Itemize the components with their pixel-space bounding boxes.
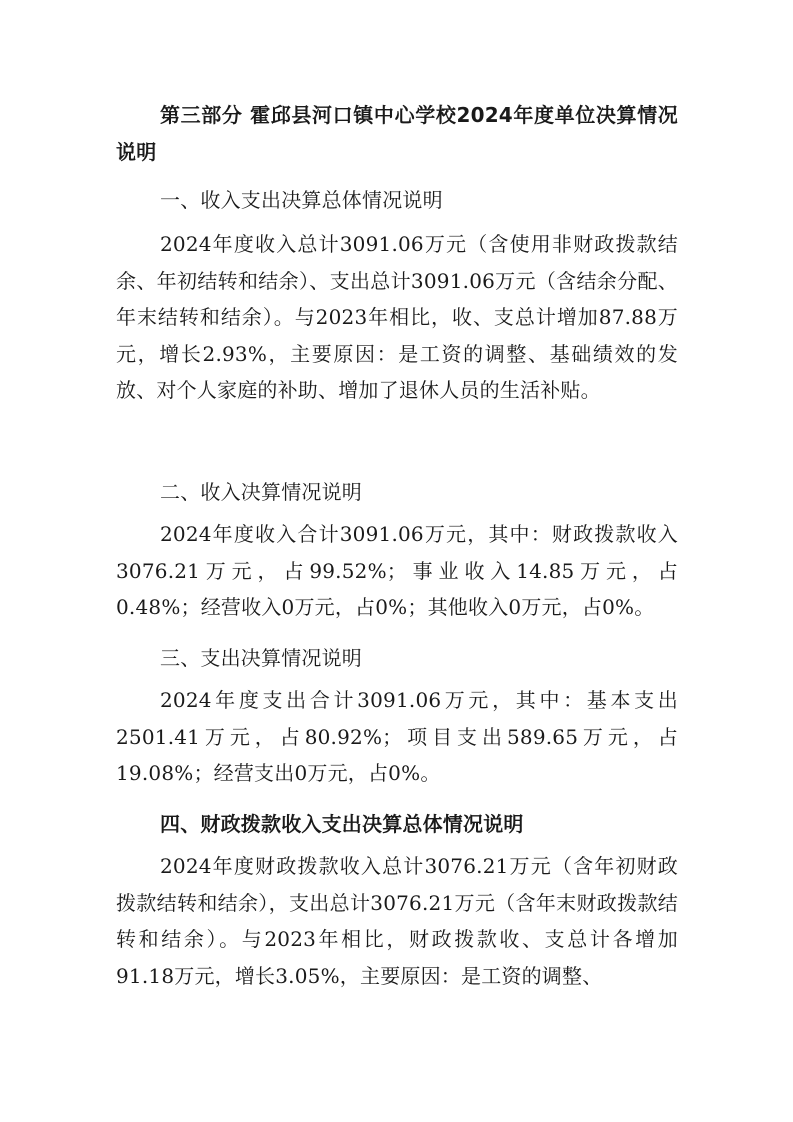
section-3-heading: 三、支出决算情况说明: [160, 646, 362, 670]
section-4-heading: 四、财政拨款收入支出决算总体情况说明: [160, 812, 524, 836]
section-3-body: 2024年度支出合计3091.06万元，其中：基本支出2501.41万元，占80.92%；项目支出589.65万元，占19.08%；经营支出0万元，占0%。: [116, 688, 678, 785]
document-title: 第三部分 霍邱县河口镇中心学校2024年度单位决算情况说明: [116, 103, 678, 164]
section-1-body: 2024年度收入总计3091.06万元（含使用非财政拨款结余、年初结转和结余）、支出总计3091.06万元（含结余分配、年末结转和结余）。与2023年相比，收、支总计增加87.88万元，增长2.93%，主要原因：是工资的调整、基础绩效的发放、对个人家庭的补助、增加了退休人员的生活补贴。: [116, 232, 678, 402]
section-4-body: 2024年度财政拨款收入总计3076.21万元（含年初财政拨款结转和结余），支出总计3076.21万元（含年末财政拨款结转和结余）。与2023年相比，财政拨款收、支总计各增加91.18万元，增长3.05%，主要原因：是工资的调整、: [116, 854, 678, 988]
section-2-heading: 二、收入决算情况说明: [160, 480, 362, 504]
section-2-body: 2024年度收入合计3091.06万元，其中：财政拨款收入3076.21万元，占99.52%；事业收入14.85万元，占0.48%；经营收入0万元，占0%；其他收入0万元，占0%。: [116, 522, 678, 619]
section-1-heading: 一、收入支出决算总体情况说明: [160, 188, 443, 212]
